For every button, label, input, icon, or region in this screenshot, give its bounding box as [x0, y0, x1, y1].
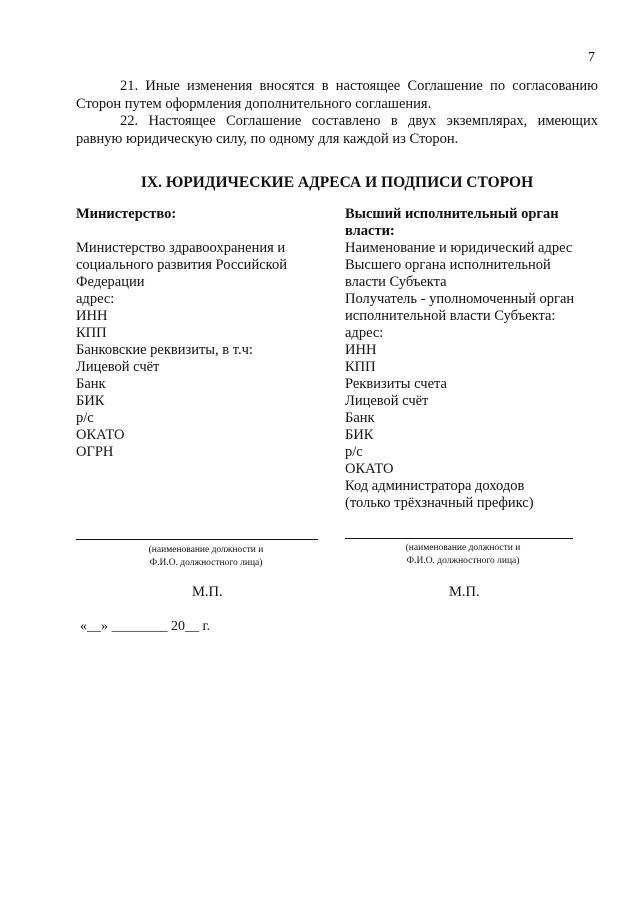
- executive-stamp-label: М.П.: [449, 584, 480, 600]
- ministry-ogrn-label: ОГРН: [76, 444, 114, 460]
- executive-line: Высшего органа исполнительной: [345, 257, 551, 273]
- ministry-bik-label: БИК: [76, 393, 105, 409]
- executive-authority-column: [345, 206, 595, 512]
- executive-signature-caption: [338, 542, 588, 568]
- ministry-stamp-label: М.П.: [192, 584, 223, 600]
- paragraph-22: 22. Настоящее Соглашение составлено в двух экземплярах, имеющих равную юридическую силу, по одному для каждой из Сторон.: [76, 113, 598, 147]
- executive-account-details-label: Реквизиты счета: [345, 376, 447, 392]
- signature-caption-line: Ф.И.О. должностного лица): [149, 558, 263, 568]
- section-title: IX. ЮРИДИЧЕСКИЕ АДРЕСА И ПОДПИСИ СТОРОН: [140, 174, 534, 191]
- signature-caption-line: Ф.И.О. должностного лица): [406, 556, 520, 566]
- signature-caption-line: (наименование должности и: [405, 543, 521, 553]
- executive-line: власти Субъекта: [345, 274, 447, 290]
- executive-okato-label: ОКАТО: [345, 461, 394, 477]
- executive-bank-label: Банк: [345, 410, 375, 426]
- ministry-line: Федерации: [76, 274, 145, 290]
- executive-kpp-label: КПП: [345, 359, 376, 375]
- signature-caption-line: (наименование должности и: [148, 545, 264, 555]
- ministry-rs-label: р/с: [76, 410, 94, 426]
- executive-rs-label: р/с: [345, 444, 363, 460]
- executive-prefix-note: (только трёхзначный префикс): [345, 495, 534, 511]
- executive-revenue-admin-code-label: Код администратора доходов: [345, 478, 525, 494]
- executive-signature-line: [345, 538, 573, 539]
- ministry-address-label: адрес:: [76, 291, 115, 307]
- page-number: 7: [588, 50, 595, 65]
- ministry-inn-label: ИНН: [76, 308, 108, 324]
- executive-heading-line: власти:: [345, 223, 395, 239]
- executive-address-label: адрес:: [345, 325, 384, 341]
- ministry-bank-label: Банк: [76, 376, 106, 392]
- date-line: «__» ________ 20__ г.: [80, 619, 211, 634]
- executive-line: исполнительной власти Субъекта:: [345, 308, 556, 324]
- paragraph-21: 21. Иные изменения вносятся в настоящее Соглашение по согласованию Сторон путем оформления дополнительного соглашения.: [76, 78, 598, 112]
- ministry-okato-label: ОКАТО: [76, 427, 125, 443]
- executive-inn-label: ИНН: [345, 342, 377, 358]
- ministry-column: [76, 206, 316, 461]
- ministry-bank-details-label: Банковские реквизиты, в т.ч:: [76, 342, 253, 358]
- executive-bik-label: БИК: [345, 427, 374, 443]
- ministry-line: Министерство здравоохранения и: [76, 240, 286, 256]
- ministry-line: социального развития Российской: [76, 257, 287, 273]
- ministry-account-label: Лицевой счёт: [76, 359, 160, 375]
- executive-line: Получатель - уполномоченный орган: [345, 291, 575, 307]
- executive-line: Наименование и юридический адрес: [345, 240, 573, 256]
- ministry-signature-line: [76, 539, 318, 540]
- ministry-kpp-label: КПП: [76, 325, 107, 341]
- ministry-signature-caption: [76, 544, 336, 570]
- executive-account-label: Лицевой счёт: [345, 393, 429, 409]
- executive-heading-line: Высший исполнительный орган: [345, 206, 559, 222]
- ministry-heading: Министерство:: [76, 206, 177, 222]
